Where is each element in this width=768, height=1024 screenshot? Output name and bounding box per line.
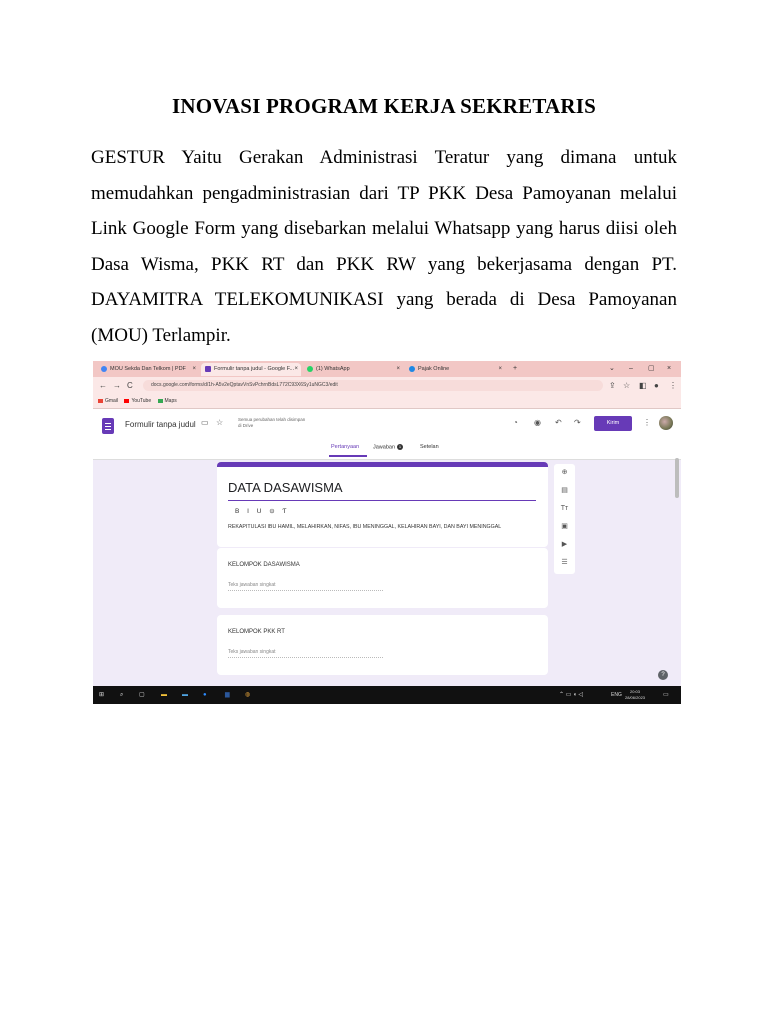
document-paragraph: GESTUR Yaitu Gerakan Administrasi Teratur yang dimana untuk memudahkan pengadministrasian dari TP PKK Desa Pamoyanan melalui Link Google Form yang disebarkan melalui Whatsapp yang harus diisi oleh Dasa Wisma, PKK RT dan PKK RW yang bekerjasama dengan PT. DAYAMITRA TELEKOMUNIKASI yang berada di Desa Pamoyanan (MOU) Terlampir. [91, 147, 677, 346]
scrollbar[interactable] [675, 458, 679, 498]
title-underline [228, 500, 536, 501]
form-title-card[interactable] [217, 462, 548, 547]
form-document-title[interactable]: Formulir tanpa judul [125, 420, 196, 429]
bookmark-gmail[interactable] [98, 398, 118, 404]
add-title-icon[interactable]: Tт [560, 505, 569, 512]
redo-icon[interactable]: ↷ [574, 418, 581, 427]
question-title[interactable]: KELOMPOK PKK RT [228, 629, 285, 635]
folder-icon[interactable]: ▭ [201, 418, 209, 427]
bookmark-maps[interactable] [158, 398, 177, 404]
forms-logo-icon [102, 418, 114, 434]
clock-date: 28/06/2023 [625, 695, 646, 700]
forms-header [93, 409, 681, 460]
menu-kebab-icon[interactable]: ⋮ [669, 381, 677, 390]
windows-taskbar [93, 686, 681, 704]
active-tab-indicator [329, 455, 367, 457]
browser-tab-forms[interactable] [201, 363, 301, 376]
close-icon[interactable]: × [498, 366, 502, 372]
star-icon[interactable]: ☆ [216, 418, 224, 427]
browser-tab-whatsapp[interactable] [303, 363, 403, 376]
profile-icon[interactable]: ● [654, 381, 659, 390]
chrome-taskbar-icon[interactable]: ◍ [245, 692, 251, 698]
question-card[interactable] [217, 615, 548, 675]
task-view-icon[interactable]: ▢ [139, 692, 145, 698]
question-toolbar [554, 464, 575, 574]
word-icon[interactable]: ▆ [225, 692, 230, 698]
tab-responses[interactable] [373, 444, 403, 450]
back-icon[interactable]: ← [99, 381, 107, 390]
question-card[interactable] [217, 548, 548, 608]
whatsapp-icon [307, 366, 313, 372]
pajak-icon [409, 366, 415, 372]
tab-responses-label: Jawaban [373, 444, 396, 451]
sidepanel-icon[interactable]: ◧ [639, 381, 647, 390]
search-icon[interactable]: ⌕ [120, 692, 124, 698]
bookmark-label: YouTube [131, 398, 152, 404]
responses-count-badge: 1 [398, 444, 402, 449]
gmail-icon [98, 399, 103, 403]
avatar[interactable] [659, 416, 673, 430]
close-icon[interactable]: × [294, 366, 298, 372]
maximize-button[interactable]: ▢ [648, 365, 655, 372]
windows-start-icon[interactable]: ⊞ [99, 692, 105, 698]
embedded-screenshot [93, 361, 681, 704]
minimize-button[interactable]: – [629, 365, 633, 372]
palette-icon[interactable]: ◔ [513, 418, 518, 427]
short-answer-field: Teks jawaban singkat [228, 649, 383, 658]
send-button[interactable]: Kirim [594, 416, 632, 431]
form-title[interactable]: DATA DASAWISMA [228, 480, 343, 495]
browser-tab-mou[interactable] [97, 363, 199, 376]
bookmark-label: Gmail [105, 398, 119, 404]
system-tray-icons[interactable]: ⌃ ▭ ◖ ◁ [559, 692, 583, 698]
tab-label: Formulir tanpa judul - Google F... [214, 366, 295, 372]
notifications-icon[interactable]: ▭ [663, 692, 669, 698]
preview-eye-icon[interactable]: ◉ [534, 418, 541, 427]
question-title[interactable]: KELOMPOK DASAWISMA [228, 562, 300, 568]
clock-time: 20:03 [630, 689, 641, 694]
forms-icon [205, 366, 211, 372]
forward-icon[interactable]: → [113, 381, 121, 390]
tab-search-icon[interactable]: ⌄ [609, 365, 615, 372]
close-icon[interactable]: × [396, 366, 400, 372]
new-tab-button[interactable]: + [513, 365, 518, 372]
add-section-icon[interactable]: ☰ [561, 559, 568, 566]
address-bar [93, 377, 681, 394]
url-input[interactable]: docs.google.com/forms/d/1h-A5v2eQptavVnSvPchrnBdsL772C93X6Sy1uNGC3/edit [143, 380, 603, 391]
tab-label: MOU Sekda Dan Telkom | PDF [110, 366, 186, 372]
browser-tab-pajak[interactable] [405, 363, 505, 376]
chrome-icon [101, 366, 107, 372]
saved-status: Semua perubahan telah disimpan di Drive [238, 417, 306, 428]
tab-settings[interactable]: Setelan [420, 444, 439, 450]
maps-icon [158, 399, 163, 403]
undo-icon[interactable]: ↶ [555, 418, 562, 427]
bookmark-star-icon[interactable]: ☆ [623, 381, 631, 390]
add-question-icon[interactable]: ⊕ [561, 469, 568, 476]
zoom-icon[interactable]: ● [203, 692, 207, 698]
close-window-button[interactable]: × [667, 365, 672, 372]
share-icon[interactable]: ⇪ [609, 381, 616, 390]
tab-questions[interactable]: Pertanyaan [331, 444, 360, 450]
file-explorer-icon[interactable]: ▬ [161, 692, 167, 698]
store-icon[interactable]: ▬ [182, 692, 188, 698]
bookmark-label: Maps [164, 398, 177, 404]
youtube-icon [124, 399, 129, 403]
tab-label: (1) WhatsApp [316, 366, 350, 372]
add-image-icon[interactable]: ▣ [561, 523, 568, 530]
taskbar-clock[interactable] [625, 689, 645, 701]
format-toolbar[interactable]: B I U ⊝ Ƭ [235, 508, 287, 515]
bookmarks-bar [93, 394, 681, 409]
help-icon[interactable]: ? [658, 670, 668, 680]
browser-tab-bar [93, 361, 681, 377]
import-questions-icon[interactable]: ▤ [561, 487, 568, 494]
reload-icon[interactable]: C [127, 381, 133, 390]
tab-label: Pajak Online [418, 366, 450, 372]
document-title: INOVASI PROGRAM KERJA SEKRETARIS [172, 94, 596, 118]
bookmark-youtube[interactable] [124, 398, 151, 404]
add-video-icon[interactable]: ▶ [561, 541, 568, 548]
form-description[interactable]: REKAPITULASI IBU HAMIL, MELAHIRKAN, NIFAS, IBU MENINGGAL, KELAHIRAN BAYI, DAN BAYI MENINGGAL [228, 524, 502, 530]
more-options-icon[interactable]: ⋮ [643, 418, 651, 427]
language-indicator[interactable]: ENG [611, 692, 622, 698]
close-icon[interactable]: × [192, 366, 196, 372]
short-answer-field: Teks jawaban singkat [228, 582, 383, 591]
